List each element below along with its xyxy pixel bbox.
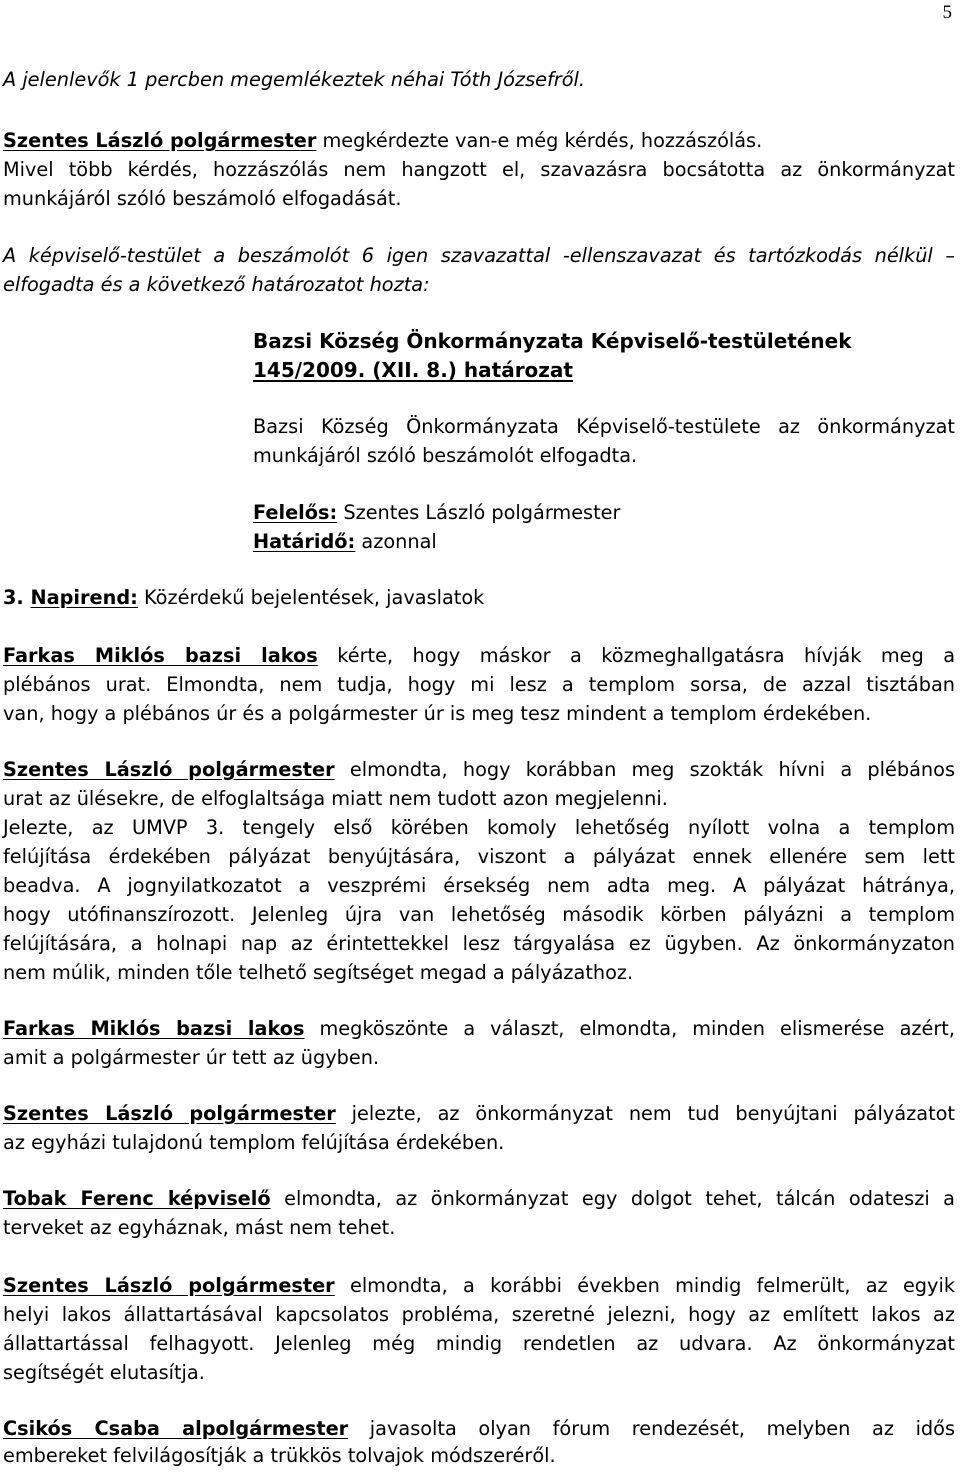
paragraph-line: állattartással felhagyott. Jelenleg még mindig rendetlen az udvara. Az önkormányzat [3,1332,955,1355]
paragraph-line: felújítására, a holnapi nap az érintettekkel lesz tárgyalása ez ügyben. Az önkormányzaton [3,932,955,955]
paragraph-line: beadva. A jognyilatkozatot a veszprémi érsekség nem adta meg. A pályázat hátránya, [3,874,955,897]
resolution-body-line: munkájáról szóló beszámolót elfogadta. [253,444,638,467]
speaker-name: Tobak Ferenc képviselő [3,1187,271,1210]
paragraph-line: van, hogy a plébános úr és a polgármester úr is meg tesz mindent a templom érdekében. [3,702,872,725]
speaker-name: Szentes László polgármester [3,129,317,152]
text-span: elmondta, hogy korábban meg szokták hívni a plébános [334,758,955,781]
paragraph-line: urat az ülésekre, de elfoglaltsága miatt nem tudott azon megjelenni. [3,787,668,810]
agenda-number: 3. [3,586,31,609]
resolution-responsible [253,499,955,528]
deadline-value: azonnal [355,530,437,553]
paragraph-line: elfogadta és a következő határozatot hozta: [3,273,430,296]
text-span: jelezte, az önkormányzat nem tud benyújtani pályázatot [335,1102,955,1125]
agenda-item [3,584,955,613]
paragraph-line [3,1185,955,1214]
paragraph-memorial: A jelenlevők 1 percben megemlékeztek néhai Tóth Józsefről. [3,68,586,91]
agenda-text: Közérdekű bejelentések, javaslatok [137,586,485,609]
text-span: megköszönte a választ, elmondta, minden elismerése azért, [304,1017,955,1040]
paragraph-line [3,756,955,785]
paragraph-line: az egyházi tulajdonú templom felújítása érdekében. [3,1131,505,1154]
resolution-number-text: 145/2009. (XII. 8.) határozat [253,358,573,382]
deadline-label: Határidő: [253,530,356,553]
speaker-name: Szentes László polgármester [3,1102,336,1125]
paragraph-line: munkájáról szóló beszámoló elfogadását. [3,187,402,210]
paragraph-line: terveket az egyháznak, mást nem tehet. [3,1216,396,1239]
paragraph-line [3,1272,955,1301]
paragraph-line [3,1015,955,1044]
text-span: elmondta, a korábbi években mindig felmerült, az egyik [334,1274,955,1297]
speaker-name: Csikós Csaba alpolgármester [3,1417,349,1440]
text-span: kérte, hogy máskor a közmeghallgatásra hívják meg a [317,644,956,667]
paragraph-line: embereket felvilágosítják a trükkös tolvajok módszeréről. [3,1444,556,1467]
paragraph-line: nem múlik, minden tőle telhető segítséget megad a pályázathoz. [3,961,634,984]
paragraph-line: A képviselő-testület a beszámolót 6 igen szavazattal -ellenszavazat és tartózkodás nélkül – [3,244,955,267]
speaker-name: Farkas Miklós bazsi lakos [3,1017,305,1040]
resolution-deadline [253,528,955,557]
text-span: megkérdezte van-e még kérdés, hozzászólás. [316,129,763,152]
resolution-body-line: Bazsi Község Önkormányzata Képviselő-testülete az önkormányzat [253,415,955,438]
speaker-name: Szentes László polgármester [3,758,335,781]
paragraph-line: felújítása érdekében pályázat benyújtására, viszont a pályázat ennek ellenére sem lett [3,845,955,868]
responsible-label: Felelős: [253,501,338,524]
paragraph-line: Mivel több kérdés, hozzászólás nem hangzott el, szavazásra bocsátotta az önkormányzat [3,158,955,181]
page-number: 5 [942,2,952,23]
paragraph-line: segítségét elutasítja. [3,1361,205,1384]
speaker-name: Farkas Miklós bazsi lakos [3,644,318,667]
resolution-title: Bazsi Község Önkormányzata Képviselő-testületének [253,329,852,353]
paragraph-line: hogy utófinanszírozott. Jelenleg újra van lehetőség második körben pályázni a templom [3,903,955,926]
speaker-name: Szentes László polgármester [3,1274,335,1297]
paragraph-line: plébános urat. Elmondta, nem tudja, hogy mi lesz a templom sorsa, de azzal tisztában [3,673,955,696]
text-span: elmondta, az önkormányzat egy dolgot tehet, tálcán odateszi a [270,1187,955,1210]
agenda-label: Napirend: [30,586,138,609]
paragraph-line: Jelezte, az UMVP 3. tengely első körében komoly lehetőség nyílott volna a templom [3,816,955,839]
paragraph-line: amit a polgármester úr tett az ügyben. [3,1046,380,1069]
resolution-number [253,356,955,385]
paragraph-line [3,1415,955,1444]
paragraph-line [3,1100,955,1129]
text-span: javasolta olyan fórum rendezését, melyben az idős [348,1417,956,1440]
paragraph-line [3,127,955,156]
paragraph-line: helyi lakos állattartásával kapcsolatos probléma, szeretné jelezni, hogy az említett lakos az [3,1303,955,1326]
paragraph-line [3,642,955,671]
responsible-value: Szentes László polgármester [337,501,621,524]
